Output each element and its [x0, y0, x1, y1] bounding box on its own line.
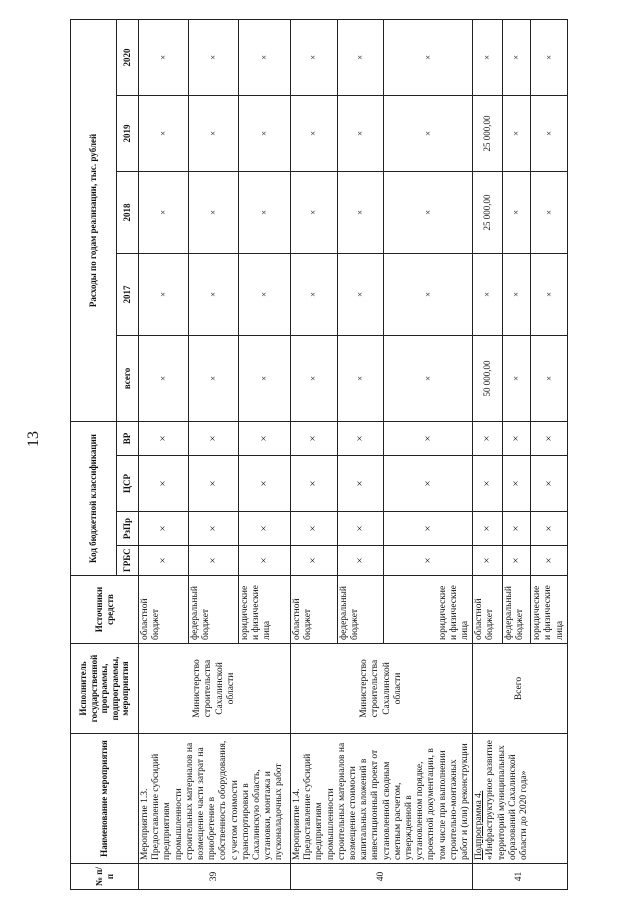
vr-cell: × — [503, 421, 531, 455]
rzpr-cell: × — [189, 512, 239, 546]
grbs-cell: × — [384, 546, 473, 576]
csr-cell: × — [503, 456, 531, 512]
vr-cell: × — [531, 421, 568, 455]
row-executor: Министерство строительства Сахалинской области — [291, 644, 473, 734]
vr-cell: × — [473, 421, 503, 455]
row-name — [473, 734, 568, 864]
header-csr: ЦСР — [117, 456, 139, 512]
y2020-cell: × — [139, 19, 189, 95]
y2020-cell: × — [189, 19, 239, 95]
source-cell: федеральный бюджет — [337, 576, 384, 644]
header-expenses: Расходы по годам реализации, тыс. рублей — [71, 19, 117, 421]
header-2018: 2018 — [117, 171, 139, 253]
source-cell: областной бюджет — [473, 576, 503, 644]
y2020-cell: × — [384, 19, 473, 95]
source-cell: юридические и физические лица — [384, 576, 473, 644]
csr-cell: × — [531, 456, 568, 512]
y2019-cell: × — [291, 95, 338, 171]
y2017-cell: × — [337, 253, 384, 335]
vr-cell: × — [384, 421, 473, 455]
row-num: 40 — [291, 864, 473, 890]
row-name: Мероприятие 1.4. Предоставление субсидий предприятиям промышленности строительных материалов на возмещение стоимости капитальных вложений в инвестиционный проект от установленной сводным сметным расчетом, утвержденной в установленном порядке, проектной документации, в том числе при выполнении строительно-монтажных работ и (или) реконструкции — [291, 734, 473, 864]
grbs-cell: × — [291, 546, 338, 576]
vr-cell: × — [139, 421, 189, 455]
header-executor: Исполнитель государственной программы, подпрограммы, мероприятия — [71, 644, 139, 734]
rotated-table-container — [70, 20, 565, 890]
csr-cell: × — [189, 456, 239, 512]
row-name: Мероприятие 1.3. Предоставление субсидий предприятиям промышленности строительных материалов на возмещение части затрат на приобретение в собственность оборудования, с учетом стоимости транспортировки в Сахалинскую область, установки, монтажа и пусконаладочных работ — [139, 734, 291, 864]
y2020-cell: × — [337, 19, 384, 95]
y2019-cell: × — [531, 95, 568, 171]
row-executor: Всего — [473, 644, 568, 734]
y2018-cell: × — [503, 171, 531, 253]
rzpr-cell: × — [531, 512, 568, 546]
y2017-cell: × — [291, 253, 338, 335]
y2020-cell: × — [531, 19, 568, 95]
header-num: № п/п — [71, 864, 139, 890]
header-2017: 2017 — [117, 253, 139, 335]
y2019-cell: × — [139, 95, 189, 171]
csr-cell: × — [291, 456, 338, 512]
y2019-cell: × — [337, 95, 384, 171]
y2018-cell: × — [139, 171, 189, 253]
vr-cell: × — [189, 421, 239, 455]
y2018-cell: 25 000,00 — [473, 171, 503, 253]
vr-cell: × — [291, 421, 338, 455]
rzpr-cell: × — [291, 512, 338, 546]
y2017-cell: × — [503, 253, 531, 335]
page-number: 13 — [25, 431, 42, 447]
total-cell: × — [291, 335, 338, 421]
y2018-cell: × — [291, 171, 338, 253]
header-2020: 2020 — [117, 19, 139, 95]
grbs-cell: × — [473, 546, 503, 576]
total-cell: × — [139, 335, 189, 421]
csr-cell: × — [473, 456, 503, 512]
y2019-cell: × — [384, 95, 473, 171]
header-rzpr: РзПр — [117, 512, 139, 546]
rzpr-cell: × — [239, 512, 291, 546]
row-num: 39 — [139, 864, 291, 890]
total-cell: × — [503, 335, 531, 421]
y2017-cell: × — [239, 253, 291, 335]
y2017-cell: × — [139, 253, 189, 335]
total-cell: 50 000,00 — [473, 335, 503, 421]
source-cell: юридические и физические лица — [531, 576, 568, 644]
budget-table — [70, 19, 568, 890]
y2020-cell: × — [473, 19, 503, 95]
source-cell: областной бюджет — [291, 576, 338, 644]
y2018-cell: × — [531, 171, 568, 253]
csr-cell: × — [139, 456, 189, 512]
grbs-cell: × — [531, 546, 568, 576]
y2019-cell: × — [503, 95, 531, 171]
y2018-cell: × — [189, 171, 239, 253]
total-cell: × — [239, 335, 291, 421]
rzpr-cell: × — [473, 512, 503, 546]
y2019-cell: × — [239, 95, 291, 171]
table-row — [291, 19, 338, 889]
rzpr-cell: × — [337, 512, 384, 546]
header-grbs: ГРБС — [117, 546, 139, 576]
y2017-cell: × — [473, 253, 503, 335]
header-source: Источники средств — [71, 576, 139, 644]
source-cell: областной бюджет — [139, 576, 189, 644]
y2018-cell: × — [384, 171, 473, 253]
grbs-cell: × — [337, 546, 384, 576]
y2018-cell: × — [239, 171, 291, 253]
row-num: 41 — [473, 864, 568, 890]
y2018-cell: × — [337, 171, 384, 253]
rzpr-cell: × — [503, 512, 531, 546]
subprogram-name: «Инфраструктурное развитие территорий муниципальных образований Сахалинской области до 2020 года» — [485, 740, 530, 860]
subprogram-title: Подпрограмма 4. — [474, 790, 485, 860]
rzpr-cell: × — [384, 512, 473, 546]
grbs-cell: × — [239, 546, 291, 576]
header-total: всего — [117, 335, 139, 421]
header-name: Наименование мероприятия — [71, 734, 139, 864]
csr-cell: × — [384, 456, 473, 512]
y2020-cell: × — [291, 19, 338, 95]
source-cell: юридические и физические лица — [239, 576, 291, 644]
row-executor: Министерство строительства Сахалинской области — [139, 644, 291, 734]
table-row — [473, 19, 503, 889]
y2017-cell: × — [189, 253, 239, 335]
csr-cell: × — [239, 456, 291, 512]
csr-cell: × — [337, 456, 384, 512]
y2020-cell: × — [503, 19, 531, 95]
header-2019: 2019 — [117, 95, 139, 171]
table-row — [139, 19, 189, 889]
grbs-cell: × — [189, 546, 239, 576]
y2017-cell: × — [531, 253, 568, 335]
y2019-cell: 25 000,00 — [473, 95, 503, 171]
grbs-cell: × — [503, 546, 531, 576]
y2017-cell: × — [384, 253, 473, 335]
source-cell: федеральный бюджет — [189, 576, 239, 644]
grbs-cell: × — [139, 546, 189, 576]
source-cell: федеральный бюджет — [503, 576, 531, 644]
vr-cell: × — [239, 421, 291, 455]
total-cell: × — [189, 335, 239, 421]
header-vr: ВР — [117, 421, 139, 455]
vr-cell: × — [337, 421, 384, 455]
total-cell: × — [384, 335, 473, 421]
y2020-cell: × — [239, 19, 291, 95]
header-budget-code: Код бюджетной классификации — [71, 421, 117, 575]
total-cell: × — [531, 335, 568, 421]
total-cell: × — [337, 335, 384, 421]
y2019-cell: × — [189, 95, 239, 171]
rzpr-cell: × — [139, 512, 189, 546]
